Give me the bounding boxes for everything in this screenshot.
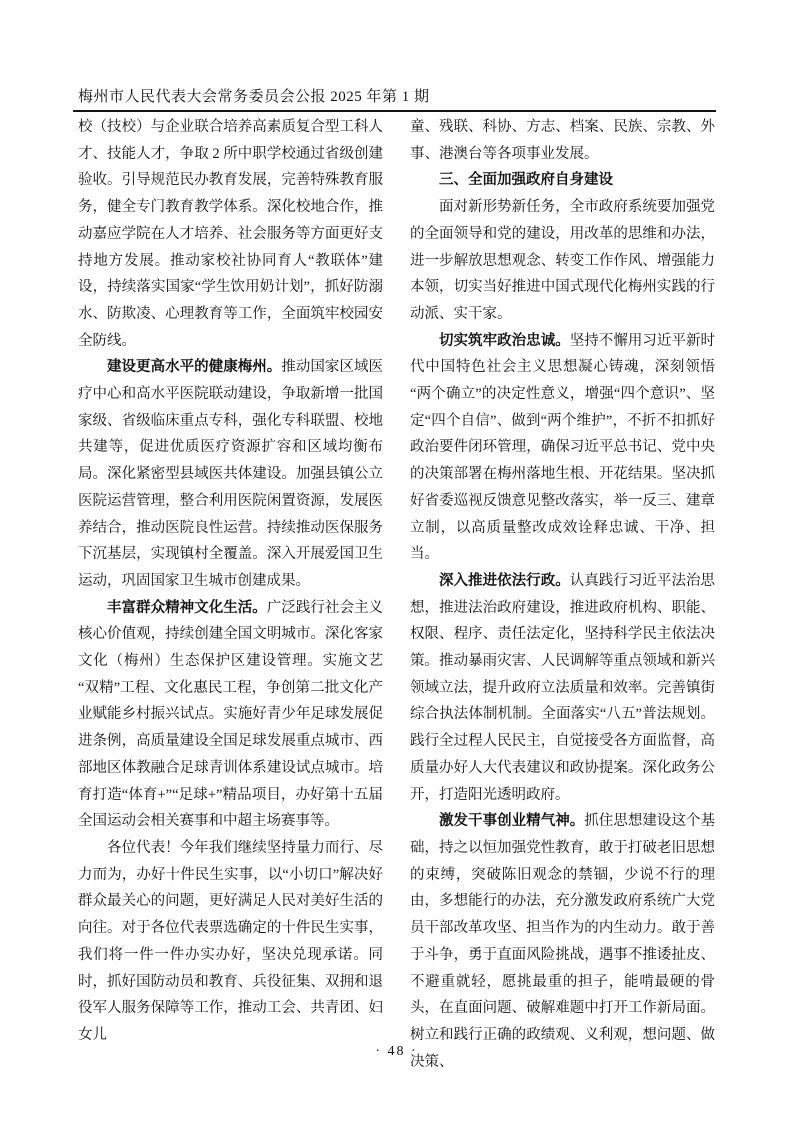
paragraph-lead: 深入推进依法行政。 <box>439 572 570 589</box>
right-column <box>410 114 715 1075</box>
two-column-body <box>78 114 715 1075</box>
section-heading: 三、全面加强政府自身建设 <box>439 172 613 189</box>
paragraph: 校（技校）与企业联合培养高素质复合型工科人才、技能人才，争取 2 所中职学校通过省级创建验收。引导规范民办教育发展，完善特殊教育服务，健全专门教育教学体系。深化校地合作，推动嘉应学院在人才培养、社会服务等方面更好支持地方发展。推动家校社协同育人“教联体”建设，持续落实国家“学生饮用奶计划”，抓好防溺水、防欺凌、心理教育等工作，全面筑牢校园安全防线。 <box>78 119 383 349</box>
header-rule <box>73 110 716 112</box>
paragraph: 深入推进依法行政。认真践行习近平法治思想，推进法治政府建设，推进政府机构、职能、权限、程序、责任法定化，坚持科学民主依法决策。推动暴雨灾害、人民调解等重点领域和新兴领域立法，提升政府立法质量和效率。完善镇街综合执法体制机制。全面落实“八五”普法规划。践行全过程人民民主，自觉接受各方面监督，高质量办好人大代表建议和政协提案。深化政务公开，打造阳光透明政府。 <box>410 572 715 803</box>
page-number: · 48 · <box>375 1044 418 1059</box>
paragraph: 切实筑牢政治忠诚。坚持不懈用习近平新时代中国特色社会主义思想凝心铸魂，深刻领悟“两个确立”的决定性意义，增强“四个意识”、坚定“四个自信”、做到“两个维护”，不折不扣抓好政治要件闭环管理，确保习近平总书记、党中央的决策部署在梅州落地生根、开花结果。坚决抓好省委巡视反馈意见整改落实，举一反三、建章立制，以高质量整改成效诠释忠诚、干净、担当。 <box>410 332 715 563</box>
paragraph-lead: 丰富群众精神文化生活。 <box>107 599 267 616</box>
paragraph-lead: 建设更高水平的健康梅州。 <box>107 359 282 376</box>
paragraph: 童、残联、科协、方志、档案、民族、宗教、外事、港澳台等各项事业发展。 <box>410 119 715 162</box>
page-footer <box>0 1044 793 1060</box>
paragraph-lead: 切实筑牢政治忠诚。 <box>439 332 570 349</box>
paragraph: 各位代表！今年我们继续坚持量力而行、尽力而为，办好十件民生实事，以“小切口”解决好群众最关心的问题，更好满足人民对美好生活的向往。对于各位代表票选确定的十件民生实事，我们将一件一件办实办好，坚决兑现承诺。同时，抓好国防动员和教育、兵役征集、双拥和退役军人服务保障等工作，推动工会、共青团、妇女儿 <box>78 839 383 1043</box>
paragraph: 建设更高水平的健康梅州。推动国家区域医疗中心和高水平医院联动建设，争取新增一批国家级、省级临床重点专科，强化专科联盟、校地共建等，促进优质医疗资源扩容和区域均衡布局。深化紧密型县域医共体建设。加强县镇公立医院运营管理，整合利用医院闲置资源，发展医养结合，推动医院良性运营。持续推动医保服务下沉基层，实现镇村全覆盖。深入开展爱国卫生运动，巩固国家卫生城市创建成果。 <box>78 359 384 589</box>
paragraph: 丰富群众精神文化生活。广泛践行社会主义核心价值观，持续创建全国文明城市。深化客家文化（梅州）生态保护区建设管理。实施文艺“双精”工程、文化惠民工程，争创第二批文化产业赋能乡村振兴试点。实施好青少年足球发展促进条例，高质量建设全国足球发展重点城市、西部地区体教融合足球青训体系建设试点城市。培育打造“体育+”“足球+”精品项目，办好第十五届全国运动会相关赛事和中超主场赛事等。 <box>78 599 384 830</box>
paragraph: 激发干事创业精气神。抓住思想建设这个基础，持之以恒加强党性教育，敢于打破老旧思想的束缚，突破陈旧观念的禁锢，少说不行的理由，多想能行的办法，充分激发政府系统广大党员干部改革攻坚、担当作为的内生动力。敢于善于斗争，勇于直面风险挑战，遇事不推诿扯皮、不避重就轻，愿挑最重的担子，能啃最硬的骨头，在直面问题、破解难题中打开工作新局面。树立和践行正确的政绩观、义利观，想问题、做决策、 <box>410 813 716 1070</box>
paragraph-lead: 激发干事创业精气神。 <box>439 813 585 830</box>
publication-title: 梅州市人民代表大会常务委员会公报 2025 年第 1 期 <box>78 89 430 105</box>
left-column <box>78 114 383 1075</box>
paragraph: 面对新形势新任务，全市政府系统要加强党的全面领导和党的建设，用改革的思维和办法，进一步解放思想观念、转变工作作风、增强能力本领，切实当好推进中国式现代化梅州实践的行动派、实干家。 <box>410 199 715 322</box>
